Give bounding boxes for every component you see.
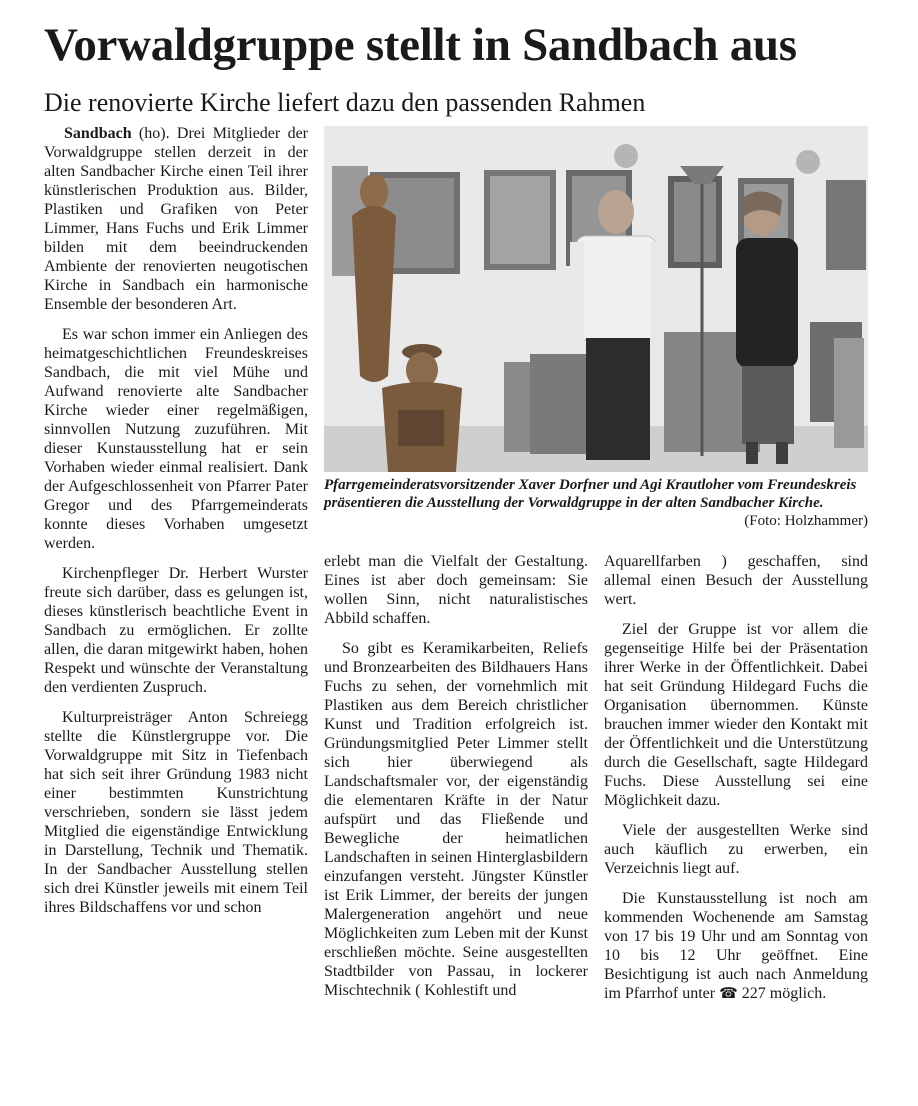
photo-credit: (Foto: Holzhammer) xyxy=(744,513,868,529)
column-3 xyxy=(604,552,868,1004)
exhibition-photo xyxy=(324,126,868,472)
paragraph-2: Es war schon immer ein Anliegen des heimatgeschichtlichen Freundeskreises Sandbach, die mit viel Mühe und Aufwand renovierte alte Sandbacher Kirche wieder einer regelmäßigen, sinnvollen Nutzung zuzuführen. Mit dieser Kunstausstellung hat er sein Vorhaben wieder einmal realisiert. Dank der Aufgeschlossenheit von Pfarrer Pater Gregor und des Pfarrgemeinderats konnte dieses Vorhaben umgesetzt werden. xyxy=(44,326,308,552)
column-1 xyxy=(44,124,308,917)
paragraph-4: Kulturpreisträger Anton Schreiegg stellte die Künstlergruppe vor. Die Vorwaldgruppe mit Sitz in Tiefenbach hat sich seit ihrer Gründung 1983 nicht einer bestimmten Kunstrichtung verschrieben, sondern sie lässt jedem Mitglied die eigenständige Entwicklung in Darstellung, Technik und Thematik. In der Sandbacher Ausstellung stellen sich drei Künstler jeweils mit einem Teil ihres Bildschaffens vor und schon xyxy=(44,709,308,916)
paragraph-7: Aquarellfarben ) geschaffen, sind allemal einen Besuch der Ausstellung wert. xyxy=(604,553,868,608)
photo-caption xyxy=(324,476,868,530)
paragraph-1-text: (ho). Drei Mitglieder der Vorwaldgruppe stellen derzeit in der alten Sandbacher Kirche einen Teil ihrer künstlerischen Produktion aus. Bilder, Plastiken und Grafiken von Peter Limmer, Hans Fuchs und Erik Limmer bilden mit dem beeindruckenden Ambiente der renovierten neugotischen Kirche in Sandbach ein harmonische Ensemble der besonderen Art. xyxy=(44,125,308,313)
paragraph-10 xyxy=(604,889,868,1004)
headline: Vorwaldgruppe stellt in Sandbach aus xyxy=(44,19,797,71)
paragraph-9: Viele der ausgestellten Werke sind auch käuflich zu erwerben, ein Verzeichnis liegt auf. xyxy=(604,822,868,877)
exhibition-photo-illustration xyxy=(324,126,868,472)
caption-text: Pfarrgemeinderatsvorsitzender Xaver Dorfner und Agi Krautloher vom Freundeskreis präsentieren die Ausstellung der Vorwaldgruppe in der alten Sandbacher Kirche. xyxy=(324,477,857,511)
subheadline: Die renovierte Kirche liefert dazu den passenden Rahmen xyxy=(44,88,646,117)
dateline: Sandbach xyxy=(64,125,132,142)
paragraph-1 xyxy=(44,124,308,314)
paragraph-6: So gibt es Keramikarbeiten, Reliefs und Bronzearbeiten des Bildhauers Hans Fuchs zu sehen, der vornehmlich mit Plastiken aus dem Bereich christlicher Kunst und Tradition erfolgreich ist. Gründungsmitglied Peter Limmer stellt sich hier überwiegend als Landschaftsmaler vor, der eigenständig die elementaren Kräfte in der Natur aufspürt und das Fließende und Bewegliche der heimatlichen Landschaften in seinen Hinterglasbildern einzufangen versteht. Jüngster Künstler ist Erik Limmer, der bereits der jungen Malergeneration angehört und neue Möglichkeiten zum Leben mit der Kunst erschließen möchte. Seine ausgestellten Stadtbilder von Passau, in lockerer Mischtechnik ( Kohlestift und xyxy=(324,640,588,999)
paragraph-10-end: 227 möglich. xyxy=(737,985,827,1002)
phone-icon: ☎ xyxy=(719,986,738,1002)
paragraph-10-text: Die Kunstausstellung ist noch am kommenden Wochenende am Samstag von 17 bis 19 Uhr und am Sonntag von 10 bis 12 Uhr geöffnet. Eine Besichtigung ist auch nach Anmeldung im Pfarrhof unter xyxy=(604,890,868,1002)
column-2 xyxy=(324,552,588,1000)
paragraph-5: erlebt man die Vielfalt der Gestaltung. Eines ist aber doch gemeinsam: Sie wollen Sinn, nicht naturalistisches Abbild schaffen. xyxy=(324,553,588,627)
paragraph-8: Ziel der Gruppe ist vor allem die gegenseitige Hilfe bei der Präsentation ihrer Werke in der Öffentlichkeit. Dabei hat seit Gründung Hildegard Fuchs die Organisation übernommen. Künste brauchen immer wieder den Kontakt mit der Öffentlichkeit und die Unterstützung durch die Gesellschaft, sagte Hildegard Fuchs. Diese Ausstellung sei eine Möglichkeit dazu. xyxy=(604,621,868,809)
paragraph-3: Kirchenpfleger Dr. Herbert Wurster freute sich darüber, dass es gelungen ist, dieses künstlerisch beachtliche Event in Sandbach zu ermöglichen. Er zollte allen, die daran mitgewirkt haben, hohen Respekt und wünschte der Veranstaltung den verdienten Zuspruch. xyxy=(44,565,308,696)
